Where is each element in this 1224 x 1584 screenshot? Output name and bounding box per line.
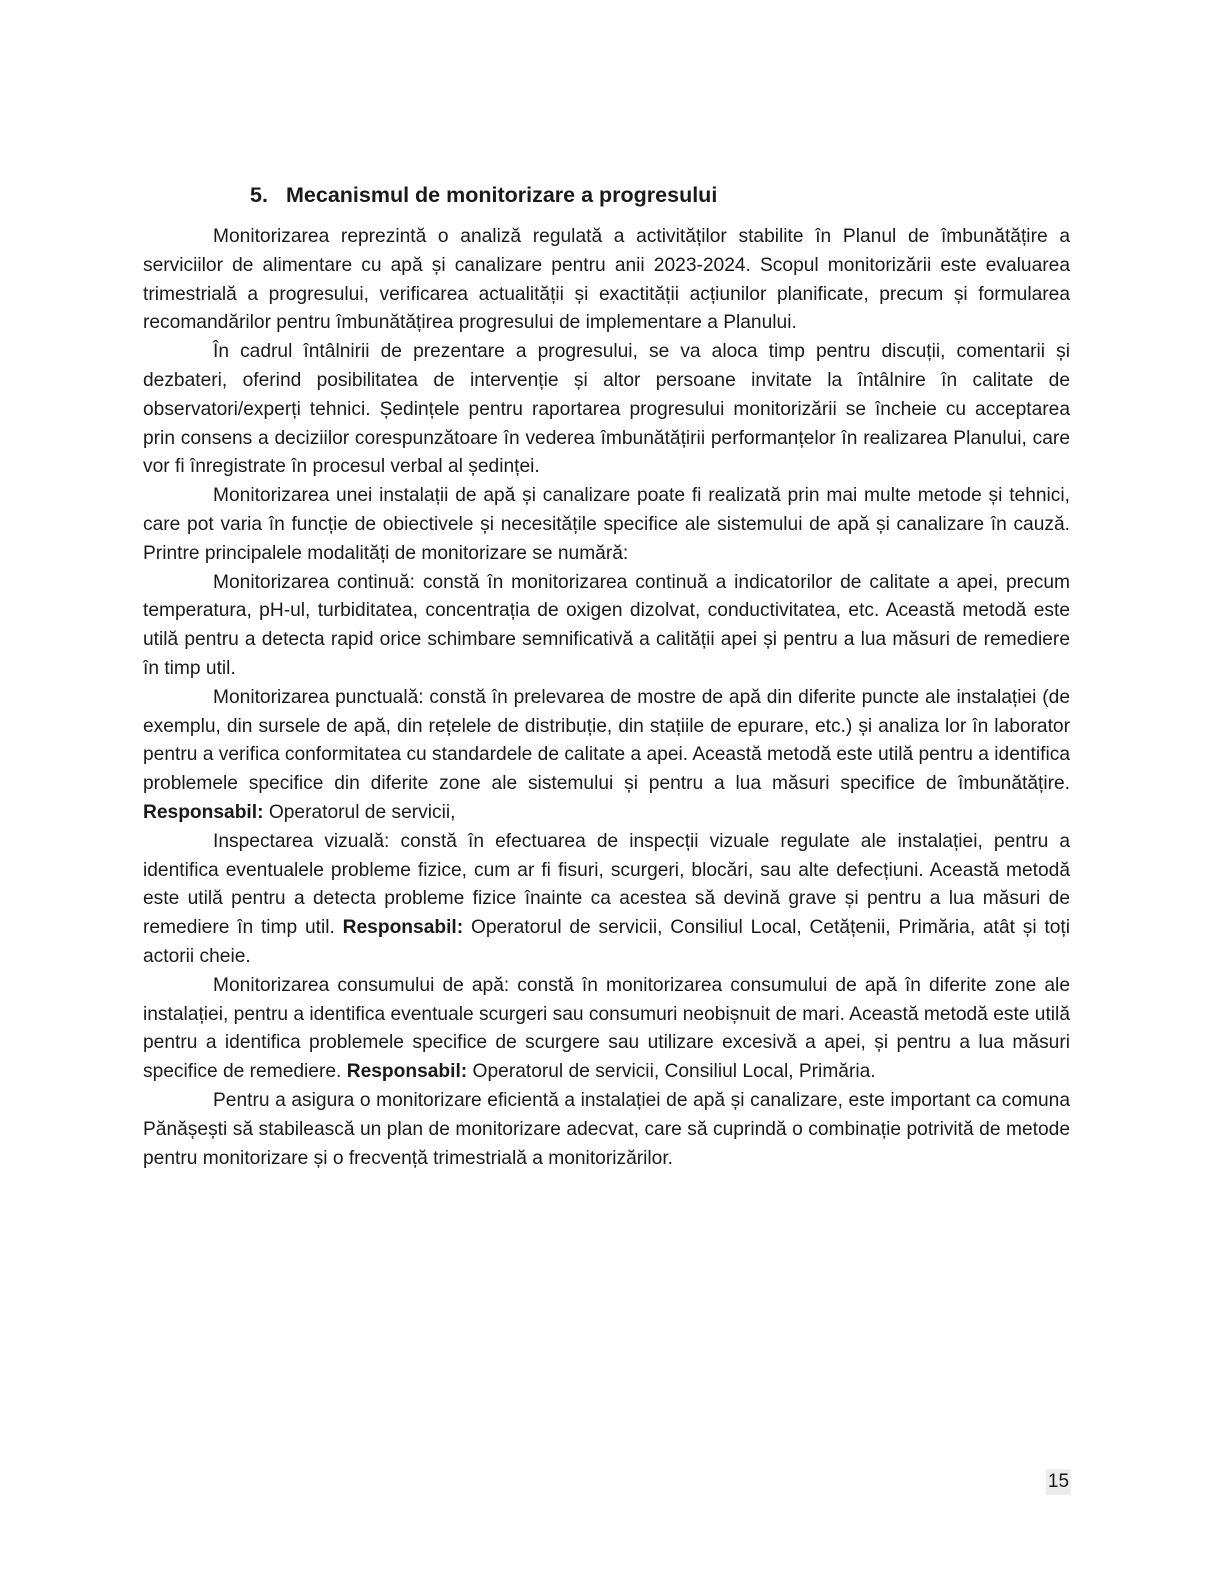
paragraph-conclusion: Pentru a asigura o monitorizare eficientă a instalației de apă și canalizare, este important ca comuna Pănășești să stabilească un plan de monitorizare adecvat, care să cuprindă o combinație potrivită de metode pentru monitorizare și o frecvență trimestrială a monitorizărilor. bbox=[143, 1089, 1070, 1169]
section-number: 5. bbox=[250, 183, 268, 207]
section-heading bbox=[250, 180, 1070, 210]
responsible-label: Responsabil: bbox=[346, 1061, 468, 1083]
paragraph-meetings: În cadrul întâlnirii de prezentare a progresului, se va aloca timp pentru discuții, comentarii și dezbateri, oferind posibilitatea de intervenție și altor persoane invitate la întâlnire în calitate de observatori/experți tehnici. Ședințele pentru raportarea progresului monitorizării se încheie cu acceptarea prin consens a deciziilor corespunzătoare în vederea îmbunătățirii performanțelor în realizarea Planului, care vor fi înregistrate în procesul verbal al ședinței. bbox=[143, 341, 1070, 478]
responsible-label: Responsabil: bbox=[342, 917, 464, 939]
page-number: 15 bbox=[1046, 1469, 1071, 1495]
responsible-value: Operatorul de servicii, Consiliul Local, Primăria. bbox=[472, 1061, 876, 1083]
responsible-label: Responsabil: bbox=[143, 801, 264, 823]
responsible-value: Operatorul de servicii, bbox=[268, 801, 456, 823]
section-title: Mecanismul de monitorizare a progresului bbox=[286, 183, 718, 207]
paragraph-point-monitoring: Monitorizarea punctuală: constă în prelevarea de mostre de apă din diferite puncte ale instalației (de exemplu, din sursele de apă, din rețelele de distribuție, din stațiile de epurare, etc.) și analiza lor în laborator pentru a verifica conformitatea cu standardele de calitate a apei. Această metodă este utilă pentru a identifica problemele specifice din diferite zone ale sistemului și pentru a lua măsuri specifice de îmbunătățire. Responsabil: Operatorul de servicii, bbox=[143, 686, 1070, 823]
paragraph-consumption-monitoring: Monitorizarea consumului de apă: constă în monitorizarea consumului de apă în diferite zone ale instalației, pentru a identifica eventuale scurgeri sau consumuri neobișnuit de mari. Această metodă este utilă pentru a identifica problemele specifice de scurgere sau utilizare excesivă a apei, și pentru a lua măsuri specifice de remediere. Responsabil: Operatorul de servicii, Consiliul Local, Primăria. bbox=[143, 974, 1070, 1083]
paragraph-continuous-monitoring: Monitorizarea continuă: constă în monitorizarea continuă a indicatorilor de calitate a apei, precum temperatura, pH-ul, turbiditatea, concentrația de oxigen dizolvat, conductivitatea, etc. Această metodă este utilă pentru a detecta rapid orice schimbare semnificativă a calității apei și pentru a lua măsuri de remediere în timp util. bbox=[143, 571, 1070, 679]
paragraph-intro: Monitorizarea reprezintă o analiză regulată a activităților stabilite în Planul de îmbunătățire a serviciilor de alimentare cu apă și canalizare pentru anii 2023-2024. Scopul monitorizării este evaluarea trimestrială a progresului, verificarea actualității și exactității acțiunilor planificate, precum și formularea recomandărilor pentru îmbunătățirea progresului de implementare a Planului. bbox=[143, 226, 1070, 334]
paragraph-methods-intro: Monitorizarea unei instalații de apă și canalizare poate fi realizată prin mai multe metode și tehnici, care pot varia în funcție de obiectivele și necesitățile specifice ale sistemului de apă și canalizare în cauză. Printre principalele modalități de monitorizare se numără: bbox=[143, 485, 1070, 564]
paragraph-visual-inspection: Inspectarea vizuală: constă în efectuarea de inspecții vizuale regulate ale instalației, pentru a identifica eventualele probleme fizice, cum ar fi fisuri, scurgeri, blocări, sau alte defecțiuni. Această metodă este utilă pentru a detecta probleme fizice înainte ca acestea să devină grave și pentru a lua măsuri de remediere în timp util. Responsabil: Operatorul de servicii, Consiliul Local, Cetățenii, Primăria, atât și toți actorii cheie. bbox=[143, 830, 1070, 967]
responsible-value: Operatorul de servicii, Consiliul Local, Cetățenii, Primăria, atât și toți actorii cheie. bbox=[143, 917, 1070, 967]
page-content bbox=[143, 180, 1070, 1173]
